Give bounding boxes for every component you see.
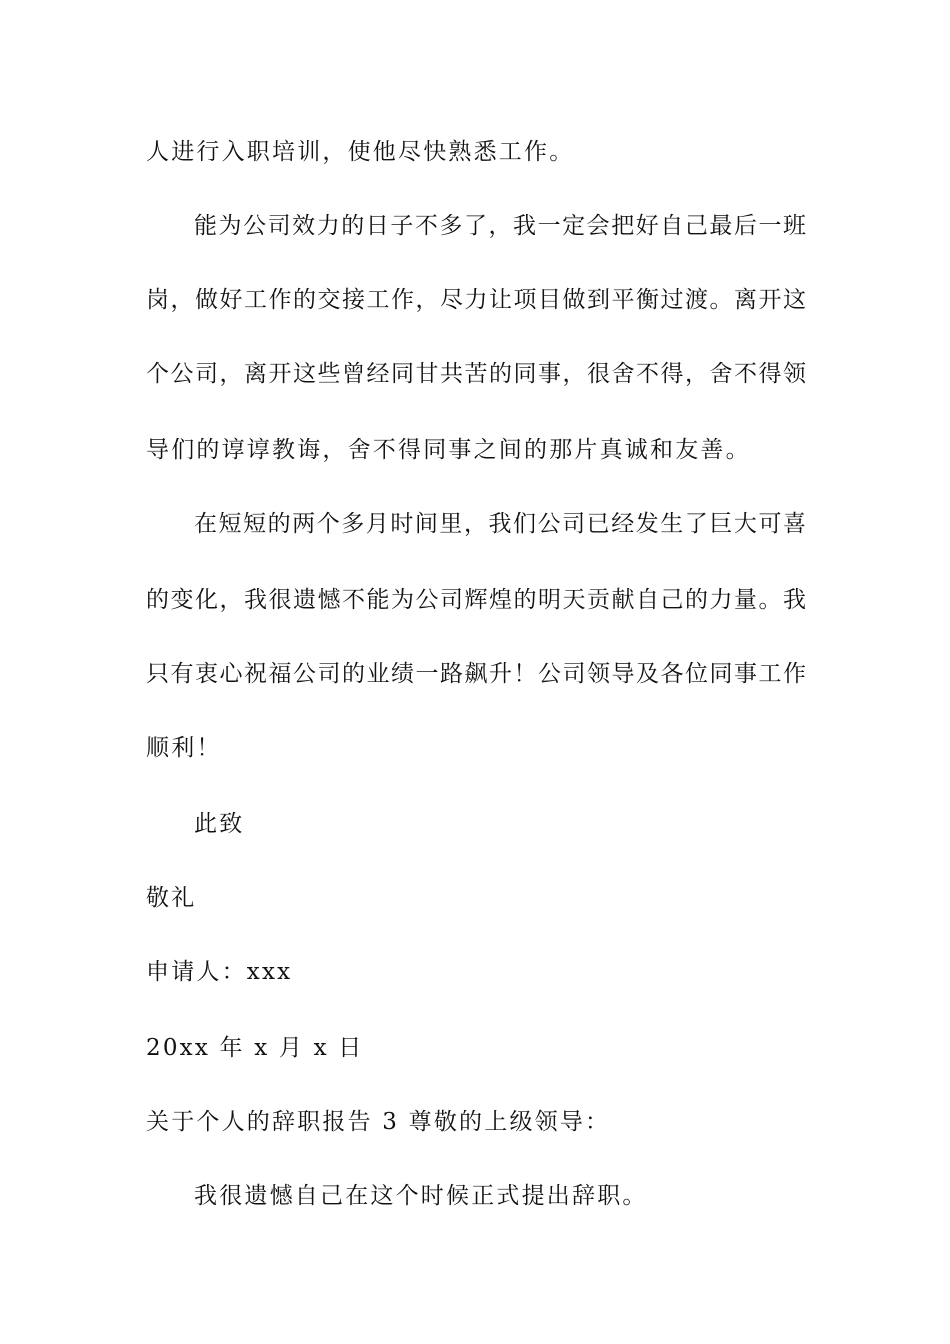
text-line: 在短短的两个多月时间里，我们公司已经发生了巨大可喜 [194,511,806,537]
text-line: 顺利！ [146,735,222,761]
text-line: 的变化，我很遗憾不能为公司辉煌的明天贡献自己的力量。我 [146,587,806,613]
text-line: 岗，做好工作的交接工作，尽力让项目做到平衡过渡。离开这 [146,287,806,313]
closing-salutation: 此致 [194,811,245,837]
text-line: 我很遗憾自己在这个时候正式提出辞职。 [194,1183,648,1209]
text-line: 个公司，离开这些曾经同甘共苦的同事，很舍不得，舍不得领 [146,361,806,387]
text-line: 只有衷心祝福公司的业绩一路飙升！公司领导及各位同事工作 [146,661,806,687]
applicant-line: 申请人：xxx [146,959,293,985]
closing-regards: 敬礼 [146,885,197,911]
text-line: 人进行入职培训，使他尽快熟悉工作。 [146,139,575,165]
date-line: 20xx 年 x 月 x 日 [146,1035,364,1061]
text-line: 导们的谆谆教诲，舍不得同事之间的那片真诚和友善。 [146,437,751,463]
text-line: 能为公司效力的日子不多了，我一定会把好自己最后一班 [194,213,806,239]
section-heading: 关于个人的辞职报告 3 尊敬的上级领导： [146,1109,611,1135]
